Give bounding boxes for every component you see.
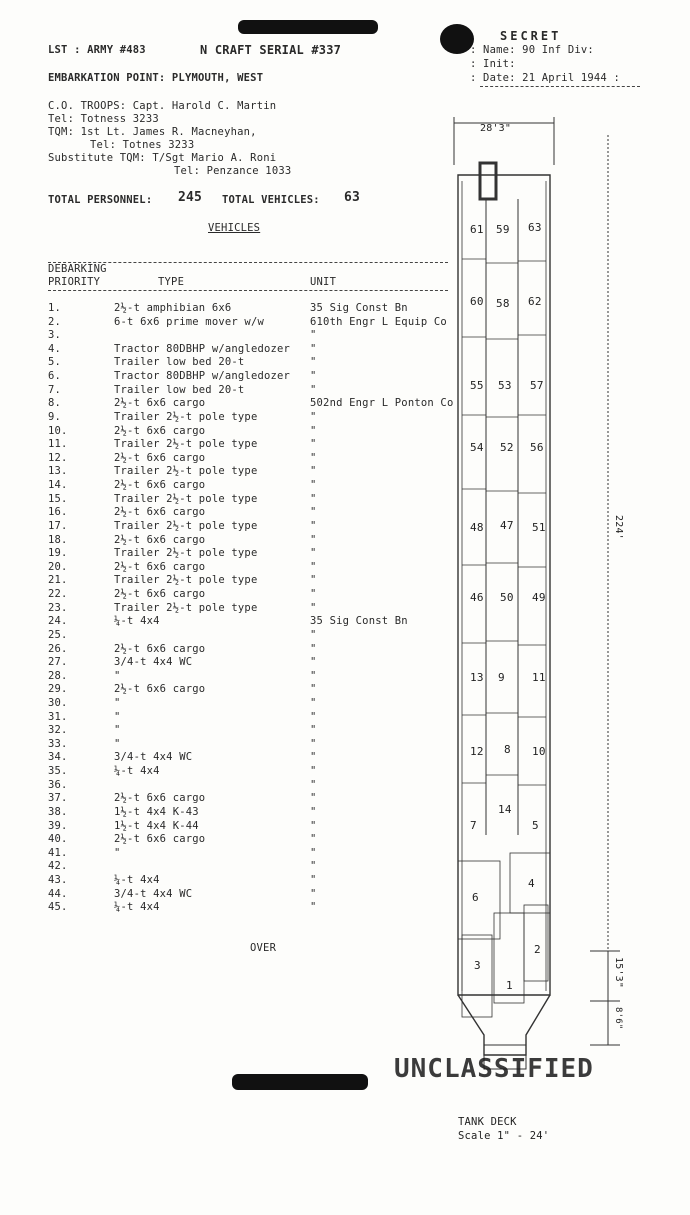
row-priority: 14. [48, 479, 68, 492]
deck-slot-label: 14 [498, 803, 512, 816]
table-row [0, 479, 460, 493]
vehicle-list [0, 302, 460, 922]
table-row [0, 329, 460, 343]
row-unit: " [310, 765, 317, 778]
row-unit: " [310, 874, 317, 887]
row-priority: 12. [48, 451, 68, 464]
section-title: VEHICLES [208, 222, 261, 234]
table-row [0, 833, 460, 847]
row-priority: 41. [48, 846, 68, 859]
row-unit: " [310, 833, 317, 846]
table-row [0, 711, 460, 725]
row-type: 2½-t 6x6 cargo [114, 560, 206, 573]
row-unit: " [310, 737, 317, 750]
row-type: Trailer 2½-t pole type [114, 438, 258, 451]
row-priority: 28. [48, 669, 68, 682]
row-priority: 37. [48, 792, 68, 805]
row-unit: " [310, 410, 317, 423]
row-type: 2½-t 6x6 cargo [114, 683, 206, 696]
row-type: " [114, 737, 121, 750]
ramp-dimension-label: 15'3" [613, 957, 624, 989]
deck-slot-label: 7 [470, 819, 477, 832]
col-priority-1: DEBARKING [48, 263, 107, 275]
row-priority: 3. [48, 329, 62, 342]
row-priority: 20. [48, 560, 68, 573]
row-type: 2½-t amphibian 6x6 [114, 302, 232, 314]
row-priority: 24. [48, 615, 68, 628]
table-row [0, 316, 460, 330]
row-priority: 4. [48, 342, 62, 355]
table-header-rule [48, 290, 448, 291]
row-unit: " [310, 710, 317, 723]
row-priority: 42. [48, 860, 68, 873]
table-row [0, 806, 460, 820]
table-row [0, 670, 460, 684]
deck-slot-label: 61 [470, 223, 484, 236]
deck-slot-label: 9 [498, 671, 505, 684]
deck-slot-label: 49 [532, 591, 546, 604]
deck-slot-label: 60 [470, 295, 484, 308]
craft-serial: N CRAFT SERIAL #337 [200, 43, 342, 57]
row-type: Trailer 2½-t pole type [114, 574, 258, 587]
table-row [0, 629, 460, 643]
table-row [0, 615, 460, 629]
secret-box-line2: : Init: [470, 58, 516, 70]
row-type: ¼-t 4x4 [114, 901, 160, 914]
row-type: Trailer low bed 20-t [114, 356, 245, 369]
deck-slot-label: 12 [470, 745, 484, 758]
row-unit: " [310, 506, 317, 519]
row-type: Trailer 2½-t pole type [114, 410, 258, 423]
row-unit: " [310, 846, 317, 859]
deck-slot-label: 57 [530, 379, 544, 392]
row-type: 2½-t 6x6 cargo [114, 833, 206, 846]
row-unit: " [310, 329, 317, 342]
table-row [0, 411, 460, 425]
table-row [0, 860, 460, 874]
row-unit: " [310, 533, 317, 546]
row-type: Tractor 80DBHP w/angledozer [114, 370, 291, 383]
row-priority: 33. [48, 737, 68, 750]
row-priority: 31. [48, 710, 68, 723]
row-unit: " [310, 383, 317, 396]
row-unit: " [310, 696, 317, 709]
row-priority: 45. [48, 901, 68, 914]
row-unit: " [310, 628, 317, 641]
row-priority: 35. [48, 765, 68, 778]
table-row [0, 343, 460, 357]
row-type: 2½-t 6x6 cargo [114, 642, 206, 655]
deck-slot-label: 13 [470, 671, 484, 684]
secret-label: SECRET [500, 29, 562, 43]
table-row [0, 888, 460, 902]
deck-slot-label: 2 [534, 943, 541, 956]
aft-dimension-label: 8'6" [613, 1007, 623, 1030]
deck-slot-label: 4 [528, 877, 535, 890]
row-type: 2½-t 6x6 cargo [114, 588, 206, 601]
row-unit: " [310, 519, 317, 532]
row-unit: " [310, 887, 317, 900]
tank-deck-label: TANK DECK [458, 1116, 517, 1128]
table-row [0, 425, 460, 439]
scale-label: Scale 1" - 24' [458, 1130, 550, 1142]
row-type: 6-t 6x6 prime mover w/w [114, 315, 264, 328]
row-unit: " [310, 356, 317, 369]
row-priority: 34. [48, 751, 68, 764]
row-type: 2½-t 6x6 cargo [114, 451, 206, 464]
tqm-tel: Tel: Totnes 3233 [90, 139, 195, 151]
row-unit: " [310, 778, 317, 791]
row-unit: 502nd Engr L Ponton Co [310, 397, 454, 410]
tank-deck-diagram [394, 115, 680, 1215]
table-row [0, 656, 460, 670]
row-unit: " [310, 601, 317, 614]
row-unit: " [310, 438, 317, 451]
col-priority-2: PRIORITY [48, 276, 101, 288]
table-row [0, 534, 460, 548]
deck-slot-label: 63 [528, 221, 542, 234]
table-row [0, 602, 460, 616]
row-unit: " [310, 724, 317, 737]
row-unit: " [310, 451, 317, 464]
row-priority: 19. [48, 547, 68, 560]
table-row [0, 438, 460, 452]
row-type: 1½-t 4x4 K-44 [114, 819, 199, 832]
row-priority: 17. [48, 519, 68, 532]
table-row [0, 574, 460, 588]
row-type: Trailer 2½-t pole type [114, 601, 258, 614]
row-priority: 36. [48, 778, 68, 791]
row-type: " [114, 724, 121, 737]
row-type: ¼-t 4x4 [114, 765, 160, 778]
row-unit: " [310, 370, 317, 383]
row-unit: " [310, 492, 317, 505]
table-row [0, 847, 460, 861]
row-priority: 32. [48, 724, 68, 737]
row-type: Trailer 2½-t pole type [114, 465, 258, 478]
row-priority: 23. [48, 601, 68, 614]
row-type: Trailer 2½-t pole type [114, 547, 258, 560]
deck-slot-label: 50 [500, 591, 514, 604]
row-priority: 18. [48, 533, 68, 546]
row-unit: " [310, 751, 317, 764]
row-priority: 10. [48, 424, 68, 437]
deck-slot-label: 47 [500, 519, 514, 532]
row-unit: " [310, 860, 317, 873]
table-row [0, 452, 460, 466]
row-type: 2½-t 6x6 cargo [114, 479, 206, 492]
row-unit: 35 Sig Const Bn [310, 302, 408, 314]
redaction-bottom [232, 1074, 368, 1090]
width-dimension-label: 28'3" [480, 123, 512, 134]
deck-slot-label: 1 [506, 979, 513, 992]
table-row [0, 724, 460, 738]
row-type: 2½-t 6x6 cargo [114, 424, 206, 437]
row-priority: 39. [48, 819, 68, 832]
row-unit: " [310, 792, 317, 805]
deck-slot-label: 55 [470, 379, 484, 392]
table-row [0, 779, 460, 793]
row-unit: " [310, 479, 317, 492]
table-row [0, 738, 460, 752]
row-priority: 26. [48, 642, 68, 655]
row-priority: 30. [48, 696, 68, 709]
deck-slot-label: 8 [504, 743, 511, 756]
table-row [0, 697, 460, 711]
deck-slot-label: 51 [532, 521, 546, 534]
row-priority: 16. [48, 506, 68, 519]
col-type: TYPE [158, 276, 185, 288]
deck-slot-label: 53 [498, 379, 512, 392]
row-priority: 43. [48, 874, 68, 887]
deck-slot-label: 59 [496, 223, 510, 236]
embarkation-point: EMBARKATION POINT: PLYMOUTH, WEST [48, 72, 264, 84]
table-row [0, 370, 460, 384]
table-row [0, 792, 460, 806]
over-label: OVER [250, 942, 277, 954]
row-type: " [114, 710, 121, 723]
row-priority: 27. [48, 656, 68, 669]
row-unit: " [310, 901, 317, 914]
row-priority: 9. [48, 410, 62, 423]
row-priority: 25. [48, 628, 68, 641]
total-personnel-label: TOTAL PERSONNEL: [48, 194, 153, 206]
deck-slot-label: 46 [470, 591, 484, 604]
table-row [0, 506, 460, 520]
deck-slot-label: 58 [496, 297, 510, 310]
row-priority: 5. [48, 356, 62, 369]
table-row [0, 493, 460, 507]
row-unit: " [310, 424, 317, 437]
secret-box-line3: : Date: 21 April 1944 : [470, 72, 620, 84]
row-unit: " [310, 683, 317, 696]
row-type: 3/4-t 4x4 WC [114, 887, 193, 900]
co-tel: Tel: Totness 3233 [48, 113, 159, 125]
deck-slot-label: 52 [500, 441, 514, 454]
total-personnel-value: 245 [178, 190, 203, 205]
redaction-top [238, 20, 378, 34]
secret-box-line1: : Name: 90 Inf Div: [470, 44, 594, 56]
table-row [0, 874, 460, 888]
row-type: ¼-t 4x4 [114, 874, 160, 887]
row-type: 3/4-t 4x4 WC [114, 751, 193, 764]
row-priority: 7. [48, 383, 62, 396]
row-unit: " [310, 805, 317, 818]
deck-slot-label: 56 [530, 441, 544, 454]
row-priority: 8. [48, 397, 62, 410]
row-type: " [114, 696, 121, 709]
row-type: 2½-t 6x6 cargo [114, 792, 206, 805]
row-priority: 22. [48, 588, 68, 601]
lst-number: LST : ARMY #483 [48, 44, 146, 56]
table-row [0, 643, 460, 657]
row-priority: 29. [48, 683, 68, 696]
table-row [0, 751, 460, 765]
table-row [0, 765, 460, 779]
row-type: Trailer low bed 20-t [114, 383, 245, 396]
row-priority: 1. [48, 302, 62, 314]
row-unit: " [310, 547, 317, 560]
deck-slot-label: 62 [528, 295, 542, 308]
table-row [0, 520, 460, 534]
row-type: Tractor 80DBHP w/angledozer [114, 342, 291, 355]
co-troops: C.O. TROOPS: Capt. Harold C. Martin [48, 100, 277, 112]
row-unit: " [310, 642, 317, 655]
row-priority: 13. [48, 465, 68, 478]
deck-slot-label: 3 [474, 959, 481, 972]
row-priority: 2. [48, 315, 62, 328]
row-unit: " [310, 574, 317, 587]
length-dimension-label: 224' [613, 515, 624, 540]
deck-slot-label: 48 [470, 521, 484, 534]
table-row [0, 465, 460, 479]
deck-slot-label: 11 [532, 671, 546, 684]
secret-box-rule [480, 86, 640, 87]
row-unit: " [310, 560, 317, 573]
row-unit: " [310, 819, 317, 832]
row-type: " [114, 846, 121, 859]
row-type: Trailer 2½-t pole type [114, 492, 258, 505]
row-priority: 6. [48, 370, 62, 383]
row-type: Trailer 2½-t pole type [114, 519, 258, 532]
deck-slot-label: 10 [532, 745, 546, 758]
substitute-tqm: Substitute TQM: T/Sgt Mario A. Roni [48, 152, 277, 164]
tqm: TQM: 1st Lt. James R. Macneyhan, [48, 126, 257, 138]
table-row [0, 588, 460, 602]
table-row [0, 547, 460, 561]
deck-slot-label: 54 [470, 441, 484, 454]
row-priority: 44. [48, 887, 68, 900]
row-type: 1½-t 4x4 K-43 [114, 805, 199, 818]
col-unit: UNIT [310, 276, 337, 288]
table-row [0, 901, 460, 915]
row-type: ¼-t 4x4 [114, 615, 160, 628]
deck-slot-label: 5 [532, 819, 539, 832]
row-unit: " [310, 669, 317, 682]
total-vehicles-value: 63 [344, 190, 361, 205]
deck-slot-label: 6 [472, 891, 479, 904]
row-priority: 11. [48, 438, 68, 451]
row-type: " [114, 669, 121, 682]
row-unit: " [310, 465, 317, 478]
table-row [0, 397, 460, 411]
row-type: 2½-t 6x6 cargo [114, 533, 206, 546]
table-row [0, 561, 460, 575]
row-type: 2½-t 6x6 cargo [114, 397, 206, 410]
row-type: 3/4-t 4x4 WC [114, 656, 193, 669]
row-unit: " [310, 656, 317, 669]
total-vehicles-label: TOTAL VEHICLES: [222, 194, 320, 206]
table-row [0, 820, 460, 834]
row-unit: " [310, 342, 317, 355]
row-priority: 40. [48, 833, 68, 846]
table-top-rule [48, 262, 448, 263]
row-priority: 38. [48, 805, 68, 818]
table-row [0, 356, 460, 370]
table-row [0, 683, 460, 697]
redaction-stamp-dot [440, 24, 474, 54]
row-priority: 21. [48, 574, 68, 587]
row-unit: " [310, 588, 317, 601]
table-row [0, 302, 460, 316]
table-row [0, 384, 460, 398]
unclassified-stamp: UNCLASSIFIED [394, 1054, 594, 1084]
row-unit: 35 Sig Const Bn [310, 615, 408, 628]
row-unit: 610th Engr L Equip Co [310, 315, 447, 328]
row-type: 2½-t 6x6 cargo [114, 506, 206, 519]
substitute-tel: Tel: Penzance 1033 [174, 165, 292, 177]
row-priority: 15. [48, 492, 68, 505]
